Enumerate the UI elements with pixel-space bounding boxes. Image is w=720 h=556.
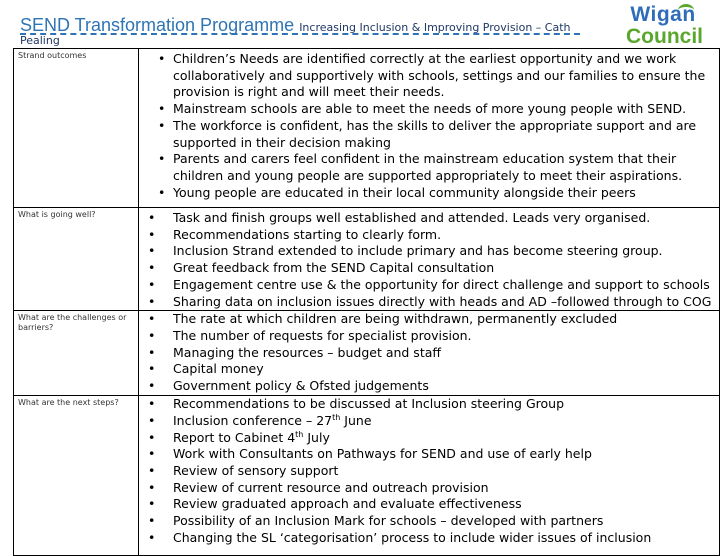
list-item: • Possibility of an Inclusion Mark for schools – developed with partners (173, 513, 713, 530)
wigan-council-logo (626, 3, 703, 48)
page-header (20, 16, 610, 47)
logo-arc-icon (678, 4, 694, 17)
content-next-steps (139, 396, 720, 556)
content-going-well (139, 208, 720, 311)
list-item: • Government policy & Ofsted judgements (173, 378, 713, 395)
going-well-list (139, 208, 719, 310)
list-item: • Review graduated approach and evaluate effectiveness (173, 496, 713, 513)
list-item: • Great feedback from the SEND Capital consultation (173, 260, 713, 277)
label-next-steps: What are the next steps? (14, 396, 139, 556)
list-item: • Changing the SL ‘categorisation’ process to include wider issues of inclusion (173, 530, 713, 547)
logo-line1: Wigan (630, 3, 696, 26)
label-challenges: What are the challenges or barriers? (14, 311, 139, 396)
row-going-well (14, 208, 720, 311)
list-item: • Sharing data on inclusion issues directly with heads and AD –followed through to COG (173, 294, 713, 311)
page-subtitle: Increasing Inclusion & Improving Provision – Cath (299, 21, 571, 34)
page-subtitle-continued: Pealing (20, 34, 60, 47)
list-item: • Recommendations starting to clearly form. (173, 227, 713, 244)
list-item: • Parents and carers feel confident in the mainstream education system that their children and young people are supported appropriately to meet their aspirations. (173, 151, 711, 184)
list-item: • Engagement centre use & the opportunity for direct challenge and support to schools (173, 277, 713, 294)
list-item: • Mainstream schools are able to meet the needs of more young people with SEND. (173, 101, 711, 118)
list-item: • Task and finish groups well established and attended. Leads very organised. (173, 210, 713, 227)
list-item: • Managing the resources – budget and staff (173, 345, 713, 362)
content-strand-outcomes (139, 49, 720, 208)
list-item: • Children’s Needs are identified correctly at the earliest opportunity and we work collaboratively and supportively with schools, settings and our families to ensure the provision is right and will meet their needs. (173, 51, 711, 101)
list-item: • Recommendations to be discussed at Inclusion steering Group (173, 396, 713, 413)
list-item: • Young people are educated in their local community alongside their peers (173, 185, 711, 202)
list-item: • Report to Cabinet 4th July (173, 430, 713, 447)
list-item: • Work with Consultants on Pathways for SEND and use of early help (173, 446, 713, 463)
page-title: SEND Transformation Programme (20, 15, 295, 35)
list-item: • Review of current resource and outreach provision (173, 480, 713, 497)
row-strand-outcomes (14, 49, 720, 208)
list-item: • Review of sensory support (173, 463, 713, 480)
list-item: • The workforce is confident, has the skills to deliver the appropriate support and are supported in their decision making (173, 118, 711, 151)
strand-outcomes-list (139, 49, 719, 201)
challenges-list (139, 311, 719, 395)
logo-line2: Council (626, 25, 703, 48)
list-item: • The number of requests for specialist provision. (173, 328, 713, 345)
content-challenges (139, 311, 720, 396)
list-item: • Capital money (173, 361, 713, 378)
header-dashed-divider (20, 33, 580, 35)
row-challenges (14, 311, 720, 396)
list-item: • Inclusion Strand extended to include primary and has become steering group. (173, 243, 713, 260)
next-steps-list (139, 396, 719, 546)
programme-table (13, 48, 720, 556)
row-next-steps (14, 396, 720, 556)
label-going-well: What is going well? (14, 208, 139, 311)
list-item: • The rate at which children are being withdrawn, permanently excluded (173, 311, 713, 328)
list-item: • Inclusion conference – 27th June (173, 413, 713, 430)
label-strand-outcomes: Strand outcomes (14, 49, 139, 208)
